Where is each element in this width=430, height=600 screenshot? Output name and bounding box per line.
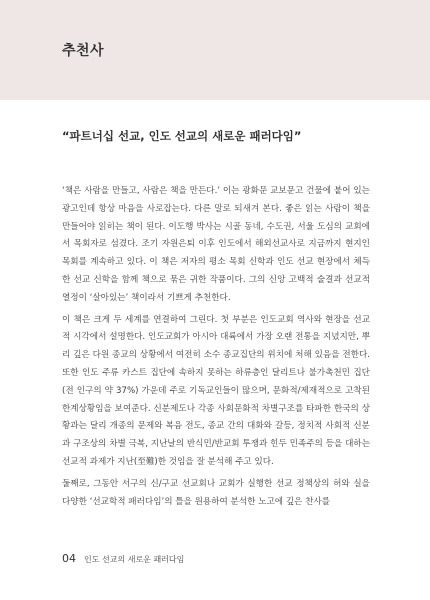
paragraph: 이 책은 크게 두 세계를 연결하여 그린다. 첫 부분은 인도교회 역사와 현장을 선교적 시각에서 설명한다. 인도교회가 아시아 대륙에서 가장 오랜 전통을 지녔지만, 뿌리 깊은 다원 종교의 상황에서 여전히 소수 종교집단의 위치에 처해 있음을 전한다. 또한 인도 주류 카스트 집단에 속하지 못하는 하류층인 달리트나 불가촉천민 집단(전 인구의 약 37%) 가운데 주로 기독교인들이 많으며, 문화적/제재적으로 고착된 한계상황임을 보여준다. 신분제도나 각종 사회문화적 차별구조를 타파한 한국의 상황과는 달리 개종의 문제와 복음 전도, 종교 간의 대화와 갈등, 정치적 사회적 신분과 구조상의 차별 극복, 지난날의 반식민/반교회 투쟁과 힌두 민족주의 등을 대하는 선교적 과제가 지난(至難)한 것임을 잘 분석해 주고 있다. [62, 314, 370, 467]
section-title: 추천사 [62, 43, 105, 59]
article-body [62, 183, 370, 515]
page-footer [62, 552, 184, 565]
paragraph: ‘책은 사람을 만들고, 사람은 책을 만든다.’ 이는 광화문 교보문고 건물에 붙어 있는 광고인데 항상 마음을 사로잡는다. 다른 말로 되새겨 본다. 좋은 읽는 사람이 책을 만들어야 읽히는 책이 된다. 이도행 박사는 시골 동네, 수도권, 서울 도심의 교회에서 목회자로 섬겼다. 조기 자원은퇴 이후 인도에서 해외선교사로 지금까지 현지인 목회를 계속하고 있다. 이 책은 저자의 평소 목회 신학과 인도 선교 현장에서 체득한 선교 신학을 함께 책으로 묶은 귀한 작품이다. 그의 신앙 고백적 술결과 선교적 열정이 ‘살아있는’ 책이라서 기쁘게 추천한다. [62, 186, 370, 303]
quote-title: “파트너십 선교, 인도 선교의 새로운 패러다임” [62, 129, 302, 143]
page-number: 04 [62, 552, 76, 565]
running-title: 인도 선교의 새로운 패러다임 [84, 555, 185, 564]
paragraph: 둘째로, 그동안 서구의 신/구교 선교회나 교회가 실행한 선교 정책상의 허와 실을 다양한 ‘선교학적 패러다임’의 틀을 원용하여 분석한 노고에 깊은 찬사를 [62, 478, 370, 507]
